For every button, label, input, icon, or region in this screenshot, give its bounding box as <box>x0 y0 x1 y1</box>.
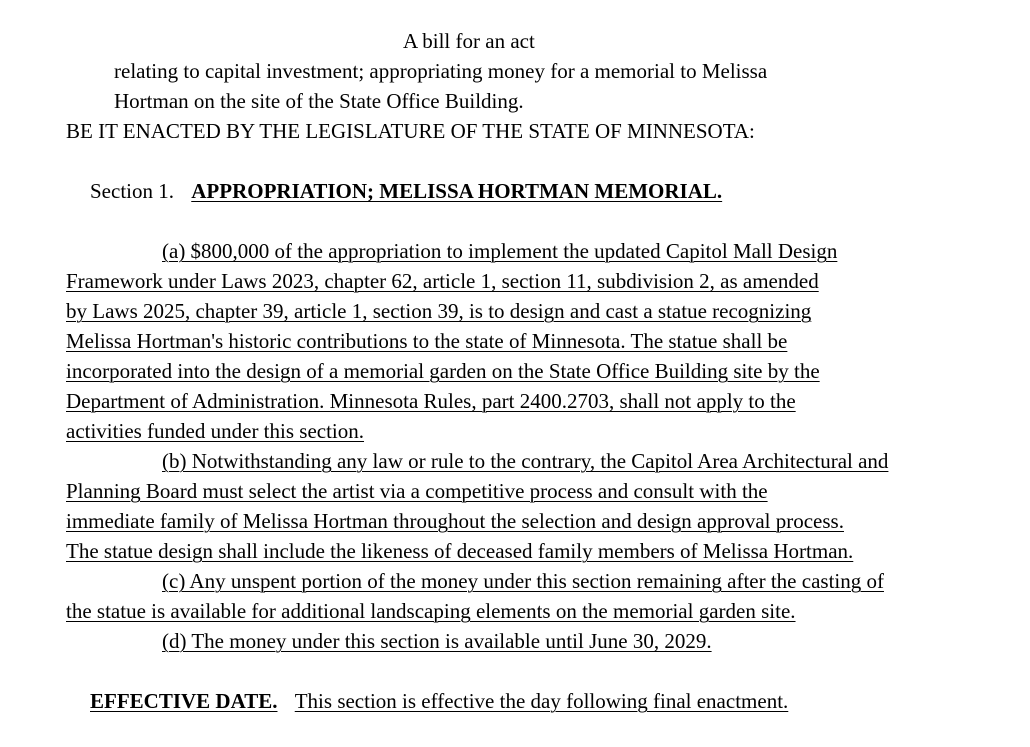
body-line: activities funded under this section. <box>66 419 365 443</box>
body-line: Department of Administration. Minnesota Rules, part 2400.2703, shall not apply to the <box>66 389 796 413</box>
section-number: Section 1. <box>90 179 174 203</box>
body-line: immediate family of Melissa Hortman throughout the selection and design approval process. <box>66 509 844 533</box>
body-line: (d) The money under this section is available until June 30, 2029. <box>162 629 712 653</box>
enacting-clause: BE IT ENACTED BY THE LEGISLATURE OF THE STATE OF MINNESOTA: <box>66 119 755 143</box>
body-line: Melissa Hortman's historic contributions to the state of Minnesota. The statue shall be <box>66 329 788 353</box>
body-line: Planning Board must select the artist via a competitive process and consult with the <box>66 479 768 503</box>
effective-date <box>90 686 788 716</box>
section-header <box>90 176 722 206</box>
section-headnote: APPROPRIATION; MELISSA HORTMAN MEMORIAL. <box>191 179 723 203</box>
body-line: the statue is available for additional landscaping elements on the memorial garden site. <box>66 599 796 623</box>
body-line: (b) Notwithstanding any law or rule to the contrary, the Capitol Area Architectural and <box>162 449 889 473</box>
bill-title-line: relating to capital investment; appropriating money for a memorial to Melissa <box>114 59 768 83</box>
bill-title-line: Hortman on the site of the State Office Building. <box>114 89 524 113</box>
body-line: (c) Any unspent portion of the money under this section remaining after the casting of <box>162 569 884 593</box>
body-line: (a) $800,000 of the appropriation to implement the updated Capitol Mall Design <box>162 239 838 263</box>
body-line: by Laws 2025, chapter 39, article 1, section 39, is to design and cast a statue recognizing <box>66 299 812 323</box>
body-line: Framework under Laws 2023, chapter 62, article 1, section 11, subdivision 2, as amended <box>66 269 819 293</box>
body-line: The statue design shall include the likeness of deceased family members of Melissa Hortman. <box>66 539 854 563</box>
body-line: incorporated into the design of a memorial garden on the State Office Building site by the <box>66 359 820 383</box>
bill-heading: A bill for an act <box>403 29 535 53</box>
effective-date-label: EFFECTIVE DATE. <box>90 689 278 713</box>
effective-date-text: This section is effective the day following final enactment. <box>294 689 789 713</box>
